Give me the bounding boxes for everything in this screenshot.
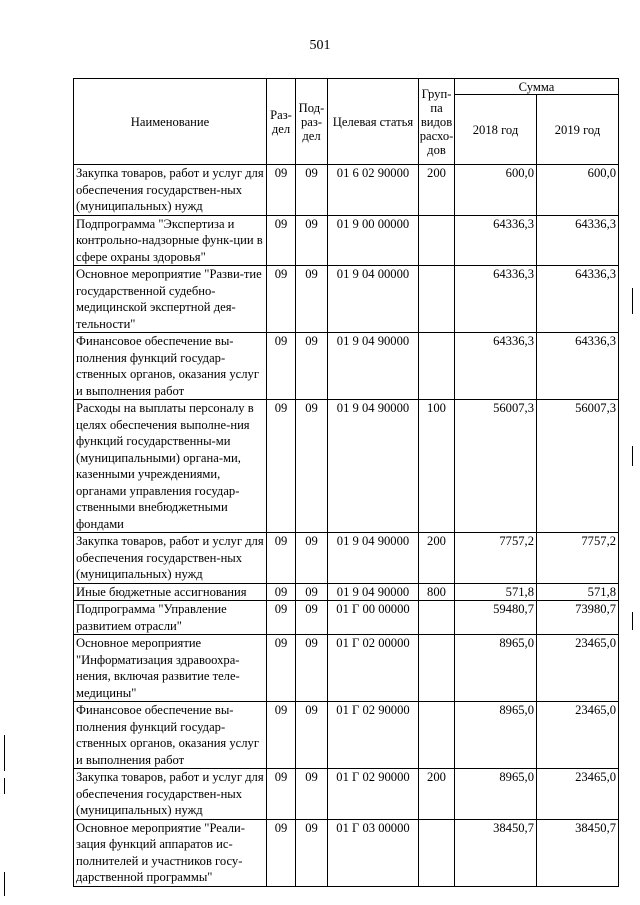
row-subsection: 09 — [296, 165, 328, 216]
table-row — [74, 165, 619, 216]
row-amount-2019: 23465,0 — [537, 635, 619, 702]
row-subsection: 09 — [296, 266, 328, 333]
row-target: 01 9 04 90000 — [328, 533, 419, 584]
row-amount-2018: 59480,7 — [455, 601, 537, 635]
row-subsection: 09 — [296, 400, 328, 533]
row-target: 01 9 04 90000 — [328, 333, 419, 400]
page-number: 501 — [309, 38, 331, 53]
row-amount-2018: 8965,0 — [455, 769, 537, 820]
header-year-2019: 2019 год — [537, 95, 619, 165]
row-amount-2019: 64336,3 — [537, 215, 619, 266]
margin-mark — [632, 446, 633, 466]
row-name: Подпрограмма "Экспертиза и контрольно-надзорные функ-ции в сфере охраны здоровья" — [74, 215, 267, 266]
row-subsection: 09 — [296, 533, 328, 584]
row-amount-2019: 600,0 — [537, 165, 619, 216]
row-group: 200 — [419, 533, 455, 584]
row-target: 01 Г 02 90000 — [328, 769, 419, 820]
row-target: 01 9 04 90000 — [328, 400, 419, 533]
row-group — [419, 635, 455, 702]
table-row — [74, 601, 619, 635]
row-section: 09 — [267, 333, 296, 400]
row-amount-2018: 64336,3 — [455, 333, 537, 400]
header-name: Наименование — [74, 79, 267, 165]
row-section: 09 — [267, 400, 296, 533]
header-subsection: Под-раз-дел — [296, 79, 328, 165]
row-target: 01 9 04 90000 — [328, 583, 419, 601]
table-row — [74, 215, 619, 266]
header-section: Раз-дел — [267, 79, 296, 165]
row-group — [419, 819, 455, 886]
row-group — [419, 215, 455, 266]
row-target: 01 Г 03 00000 — [328, 819, 419, 886]
table-row — [74, 533, 619, 584]
row-name: Финансовое обеспечение вы-полнения функций государ-ственных органов, оказания услуг и выполнения работ — [74, 702, 267, 769]
row-amount-2018: 64336,3 — [455, 215, 537, 266]
row-subsection: 09 — [296, 769, 328, 820]
header-group: Груп-па видов расхо-дов — [419, 79, 455, 165]
row-amount-2019: 23465,0 — [537, 769, 619, 820]
row-amount-2019: 23465,0 — [537, 702, 619, 769]
table-row — [74, 635, 619, 702]
row-amount-2019: 73980,7 — [537, 601, 619, 635]
row-subsection: 09 — [296, 583, 328, 601]
row-amount-2019: 64336,3 — [537, 266, 619, 333]
row-name: Закупка товаров, работ и услуг для обеспечения государствен-ных (муниципальных) нужд — [74, 165, 267, 216]
row-section: 09 — [267, 635, 296, 702]
row-subsection: 09 — [296, 635, 328, 702]
row-section: 09 — [267, 702, 296, 769]
row-amount-2019: 571,8 — [537, 583, 619, 601]
margin-mark — [632, 288, 633, 314]
row-section: 09 — [267, 266, 296, 333]
row-section: 09 — [267, 583, 296, 601]
table-row — [74, 583, 619, 601]
margin-mark — [4, 778, 5, 794]
row-amount-2019: 38450,7 — [537, 819, 619, 886]
row-target: 01 9 00 00000 — [328, 215, 419, 266]
row-section: 09 — [267, 819, 296, 886]
row-amount-2019: 7757,2 — [537, 533, 619, 584]
row-amount-2019: 56007,3 — [537, 400, 619, 533]
table-row — [74, 819, 619, 886]
table-row — [74, 400, 619, 533]
row-group: 200 — [419, 165, 455, 216]
table-row — [74, 266, 619, 333]
row-group — [419, 266, 455, 333]
row-subsection: 09 — [296, 215, 328, 266]
table-header-row — [74, 79, 619, 95]
table-row — [74, 769, 619, 820]
row-amount-2018: 8965,0 — [455, 635, 537, 702]
row-name: Иные бюджетные ассигнования — [74, 583, 267, 601]
row-section: 09 — [267, 215, 296, 266]
header-year-2018: 2018 год — [455, 95, 537, 165]
row-amount-2018: 600,0 — [455, 165, 537, 216]
margin-mark — [4, 735, 5, 771]
row-name: Основное мероприятие "Реали-зация функций аппаратов ис-полнителей и участников госу-дарственной программы" — [74, 819, 267, 886]
header-sum: Сумма — [455, 79, 619, 95]
row-target: 01 Г 00 00000 — [328, 601, 419, 635]
row-amount-2018: 38450,7 — [455, 819, 537, 886]
row-section: 09 — [267, 165, 296, 216]
row-subsection: 09 — [296, 601, 328, 635]
row-subsection: 09 — [296, 333, 328, 400]
row-section: 09 — [267, 533, 296, 584]
budget-table — [73, 78, 619, 887]
row-group: 100 — [419, 400, 455, 533]
table-row — [74, 333, 619, 400]
row-amount-2018: 7757,2 — [455, 533, 537, 584]
row-name: Расходы на выплаты персоналу в целях обеспечения выполне-ния функций государственны-ми (муниципальными) органа-ми, казенными учреждениями, органами управления государ-ственными внебюджетными фондами — [74, 400, 267, 533]
table-body — [74, 165, 619, 887]
row-target: 01 9 04 00000 — [328, 266, 419, 333]
row-name: Основное мероприятие "Разви-тие государственной судебно-медицинской экспертной дея-тельности" — [74, 266, 267, 333]
row-group: 200 — [419, 769, 455, 820]
row-amount-2019: 64336,3 — [537, 333, 619, 400]
row-subsection: 09 — [296, 819, 328, 886]
row-group — [419, 333, 455, 400]
row-target: 01 6 02 90000 — [328, 165, 419, 216]
row-target: 01 Г 02 00000 — [328, 635, 419, 702]
margin-mark — [4, 872, 5, 896]
row-name: Финансовое обеспечение вы-полнения функций государ-ственных органов, оказания услуг и выполнения работ — [74, 333, 267, 400]
row-subsection: 09 — [296, 702, 328, 769]
row-section: 09 — [267, 601, 296, 635]
row-amount-2018: 8965,0 — [455, 702, 537, 769]
row-target: 01 Г 02 90000 — [328, 702, 419, 769]
row-amount-2018: 571,8 — [455, 583, 537, 601]
row-name: Основное мероприятие "Информатизация здравоохра-нения, включая развитие теле-медицины" — [74, 635, 267, 702]
margin-mark — [632, 612, 633, 630]
row-amount-2018: 64336,3 — [455, 266, 537, 333]
row-group — [419, 601, 455, 635]
row-group — [419, 702, 455, 769]
row-section: 09 — [267, 769, 296, 820]
row-name: Закупка товаров, работ и услуг для обеспечения государствен-ных (муниципальных) нужд — [74, 533, 267, 584]
header-target: Целевая статья — [328, 79, 419, 165]
row-name: Подпрограмма "Управление развитием отрасли" — [74, 601, 267, 635]
row-amount-2018: 56007,3 — [455, 400, 537, 533]
row-group: 800 — [419, 583, 455, 601]
row-name: Закупка товаров, работ и услуг для обеспечения государствен-ных (муниципальных) нужд — [74, 769, 267, 820]
table-row — [74, 702, 619, 769]
